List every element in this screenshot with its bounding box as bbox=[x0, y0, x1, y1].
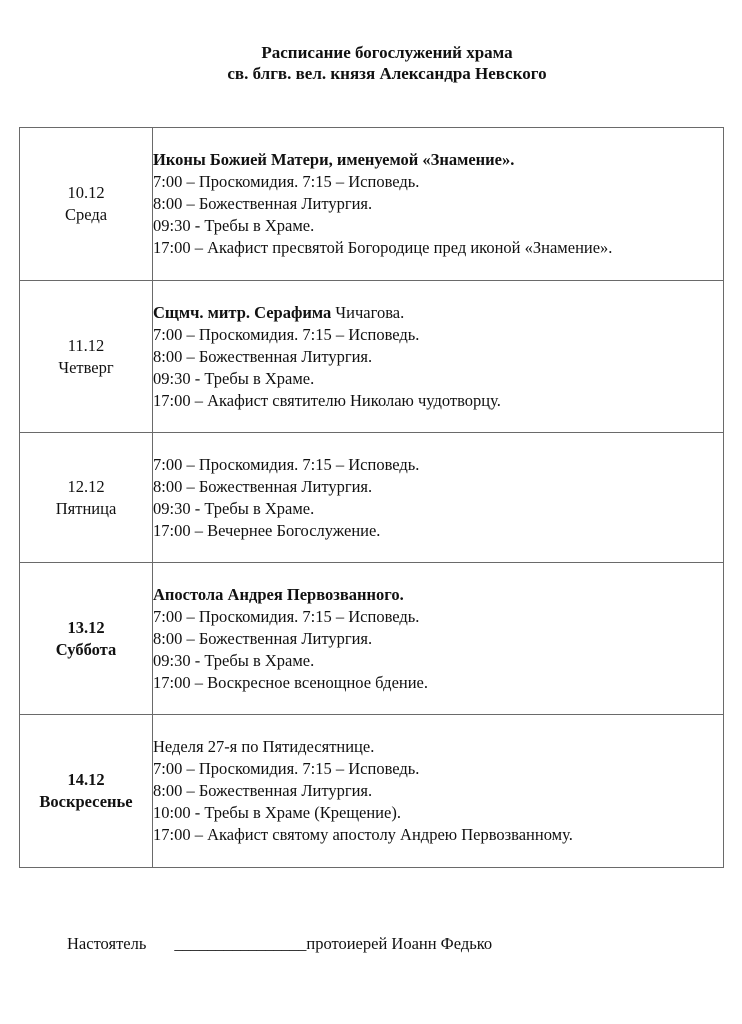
feast-heading-bold: Апостола Андрея Первозванного. bbox=[153, 584, 404, 604]
date: 14.12 bbox=[67, 770, 105, 789]
feast-heading bbox=[153, 302, 723, 324]
feast-heading-bold: Иконы Божией Матери, именуемой «Знамение». bbox=[153, 150, 515, 169]
service-line: 17:00 – Вечернее Богослужение. bbox=[153, 520, 381, 540]
schedule-table bbox=[19, 127, 724, 868]
service-line: 8:00 – Божественная Литургия. bbox=[153, 628, 373, 648]
signatory-name: протоиерей Иоанн Федько bbox=[306, 934, 493, 953]
signature-block bbox=[67, 934, 492, 954]
table-row bbox=[20, 715, 724, 868]
service-line: 09:30 - Требы в Храме. bbox=[153, 216, 315, 235]
signature-line: ________________ bbox=[174, 934, 307, 953]
service-line: 7:00 – Проскомидия. 7:15 – Исповедь. bbox=[153, 606, 420, 626]
service-line: 7:00 – Проскомидия. 7:15 – Исповедь. bbox=[153, 759, 420, 778]
table-row bbox=[20, 281, 724, 433]
document-subtitle: св. блгв. вел. князя Александра Невского bbox=[227, 64, 547, 83]
service-line: 09:30 - Требы в Храме. bbox=[153, 650, 315, 670]
weekday: Пятница bbox=[55, 498, 117, 518]
date: 13.12 bbox=[67, 617, 105, 637]
service-line: 8:00 – Божественная Литургия. bbox=[153, 476, 373, 496]
service-line: 7:00 – Проскомидия. 7:15 – Исповедь. bbox=[153, 324, 420, 344]
feast-heading-rest: Неделя 27-я по Пятидесятнице. bbox=[153, 737, 375, 756]
feast-heading-rest: Чичагова. bbox=[331, 302, 405, 322]
feast-heading bbox=[153, 149, 723, 171]
services-cell bbox=[153, 128, 724, 281]
table-row bbox=[20, 563, 724, 715]
service-line: 10:00 - Требы в Храме (Крещение). bbox=[153, 803, 401, 822]
services-cell bbox=[153, 281, 724, 433]
service-line: 8:00 – Божественная Литургия. bbox=[153, 781, 373, 800]
service-line: 7:00 – Проскомидия. 7:15 – Исповедь. bbox=[153, 454, 420, 474]
service-line: 8:00 – Божественная Литургия. bbox=[153, 346, 373, 366]
weekday: Воскресенье bbox=[39, 792, 133, 811]
table-row bbox=[20, 128, 724, 281]
date: 11.12 bbox=[67, 335, 105, 355]
service-line: 17:00 – Акафист святителю Николаю чудотворцу. bbox=[153, 390, 501, 410]
service-line: 09:30 - Требы в Храме. bbox=[153, 498, 315, 518]
document-title: Расписание богослужений храма bbox=[261, 43, 513, 62]
feast-heading bbox=[153, 584, 723, 606]
service-line: 17:00 – Акафист святому апостолу Андрею Первозванному. bbox=[153, 825, 573, 844]
date: 12.12 bbox=[67, 476, 105, 496]
service-line: 09:30 - Требы в Храме. bbox=[153, 368, 315, 388]
date-cell bbox=[20, 281, 153, 433]
date-cell bbox=[20, 715, 153, 868]
weekday: Четверг bbox=[58, 357, 114, 377]
date-cell bbox=[20, 563, 153, 715]
weekday: Суббота bbox=[55, 639, 117, 659]
services-cell bbox=[153, 715, 724, 868]
feast-heading-bold: Сщмч. митр. Серафима bbox=[153, 302, 332, 322]
services-cell bbox=[153, 563, 724, 715]
services-cell bbox=[153, 433, 724, 563]
feast-heading bbox=[153, 736, 723, 758]
service-line: 17:00 – Акафист пресвятой Богородице пред иконой «Знамение». bbox=[153, 238, 613, 257]
service-line: 17:00 – Воскресное всенощное бдение. bbox=[153, 672, 428, 692]
table-row bbox=[20, 433, 724, 563]
weekday: Среда bbox=[64, 205, 108, 224]
date-cell bbox=[20, 128, 153, 281]
service-line: 7:00 – Проскомидия. 7:15 – Исповедь. bbox=[153, 172, 420, 191]
date: 10.12 bbox=[67, 183, 105, 202]
date-cell bbox=[20, 433, 153, 563]
signatory-role: Настоятель bbox=[67, 934, 147, 953]
service-line: 8:00 – Божественная Литургия. bbox=[153, 194, 373, 213]
